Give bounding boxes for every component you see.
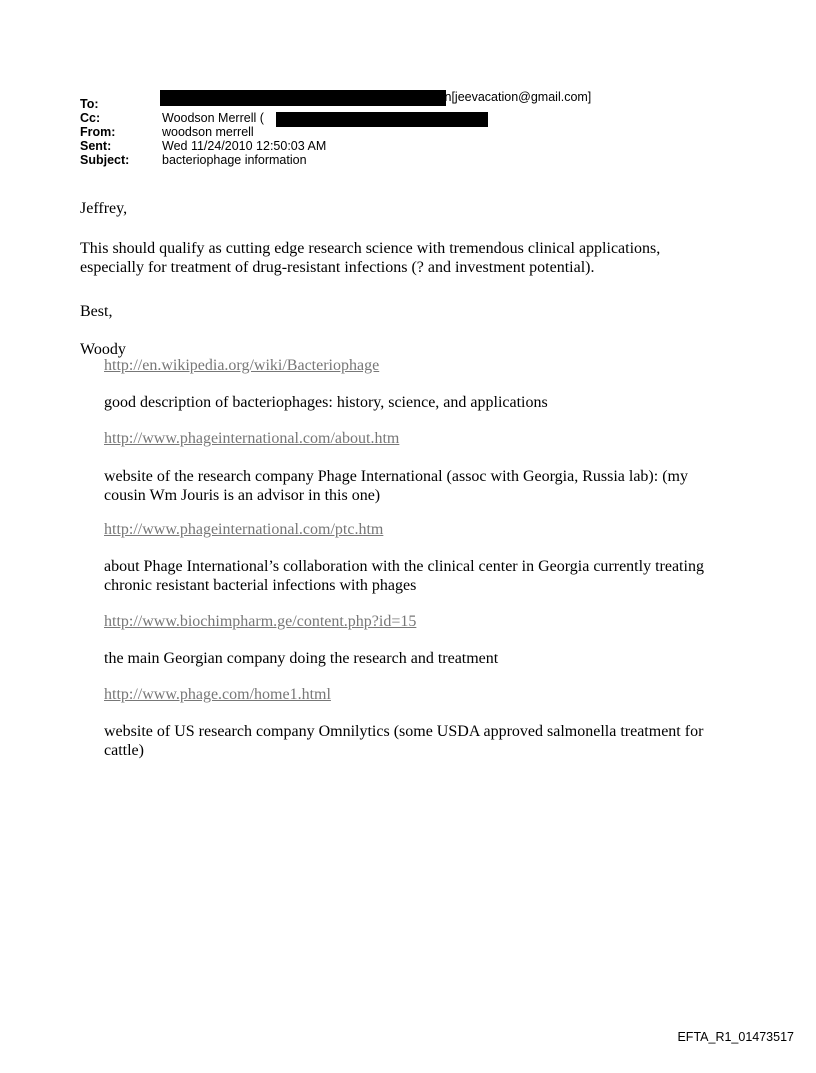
to-value: Jeffrey Epstein[jeevacation@gmail.com] <box>369 90 592 104</box>
link-phage-international-ptc[interactable]: http://www.phageinternational.com/ptc.htm <box>104 521 384 538</box>
signature: Woody <box>80 341 126 358</box>
closing: Best, <box>80 303 113 320</box>
link-phage-international-about[interactable]: http://www.phageinternational.com/about.htm <box>104 430 400 447</box>
document-id: EFTA_R1_01473517 <box>677 1030 794 1044</box>
sent-value: Wed 11/24/2010 12:50:03 AM <box>162 139 327 153</box>
link-wikipedia[interactable]: http://en.wikipedia.org/wiki/Bacteriophage <box>104 357 380 374</box>
link-description: website of the research company Phage International (assoc with Georgia, Russia lab): (my cousin Wm Jouris is an advisor in this one) <box>104 468 688 504</box>
subject-value: bacteriophage information <box>162 153 307 167</box>
link-biochimpharm[interactable]: http://www.biochimpharm.ge/content.php?id=15 <box>104 613 417 630</box>
redaction-box <box>276 112 488 127</box>
greeting: Jeffrey, <box>80 200 128 217</box>
link-description: the main Georgian company doing the research and treatment <box>104 650 499 667</box>
from-label: From: <box>80 125 116 139</box>
subject-label: Subject: <box>80 153 130 167</box>
sent-label: Sent: <box>80 139 112 153</box>
cc-value: Woodson Merrell ( <box>162 111 264 125</box>
link-description: about Phage International’s collaboration with the clinical center in Georgia currently treating chronic resistant bacterial infections with phages <box>104 558 704 594</box>
message-paragraph: This should qualify as cutting edge research science with tremendous clinical applications, especially for treatment of drug-resistant infections (? and investment potential). <box>80 240 661 276</box>
link-description: website of US research company Omnilytics (some USDA approved salmonella treatment for cattle) <box>104 723 704 759</box>
to-label: To: <box>80 97 99 111</box>
link-description: good description of bacteriophages: history, science, and applications <box>104 394 548 411</box>
from-value: woodson merrell <box>162 125 254 139</box>
cc-row <box>80 111 580 125</box>
link-phage-com[interactable]: http://www.phage.com/home1.html <box>104 686 331 703</box>
cc-label: Cc: <box>80 111 101 125</box>
